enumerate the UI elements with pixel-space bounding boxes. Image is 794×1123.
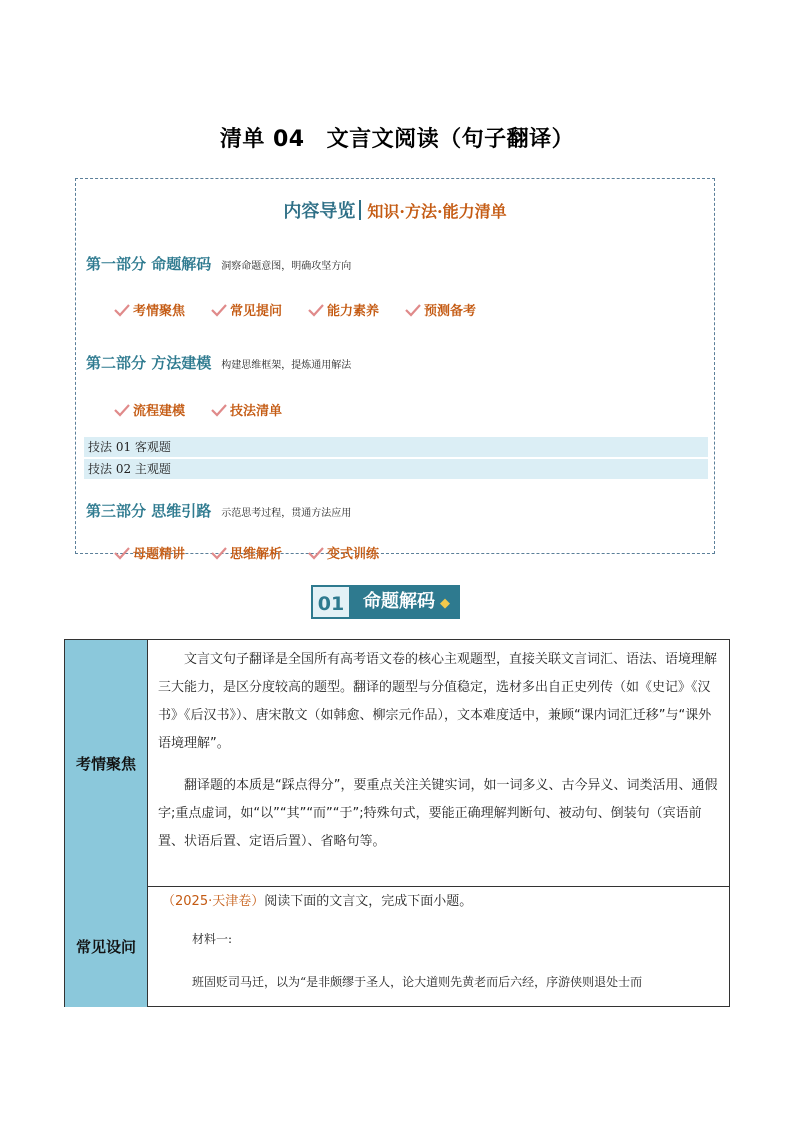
title-number: 清单 04 [219, 127, 305, 152]
part-1-item: 预测备考 [405, 300, 476, 319]
technique-row: 技法 01 客观题 [84, 437, 708, 457]
content-guide-box [75, 178, 715, 562]
part-1-item: 常见提问 [211, 300, 282, 319]
source-tag: （2025·天津卷） [162, 894, 265, 909]
part-2-desc: 构建思维框架，提炼通用解法 [221, 360, 352, 371]
part-1-items [114, 300, 502, 319]
check-mark-icon [308, 304, 324, 316]
check-mark-icon [211, 304, 227, 316]
excerpt-line: 班固贬司马迁，以为“是非颇缪于圣人，论大道则先黄老而后六经，序游侠则退处士而 [192, 975, 643, 989]
part-2-item: 技法清单 [211, 400, 282, 419]
part-3 [86, 500, 351, 521]
part-3-title: 第三部分 思维引路 [86, 502, 212, 520]
check-mark-icon [211, 404, 227, 416]
info-table [64, 639, 730, 1007]
part-3-desc: 示范思考过程，贯通方法应用 [221, 508, 352, 519]
row-content [148, 640, 729, 886]
part-1-item: 能力素养 [308, 300, 379, 319]
guide-heading [76, 197, 714, 223]
table-row [65, 640, 729, 887]
paragraph: 文言文句子翻译是全国所有高考语文卷的核心主观题型，直接关联文言词汇、语法、语境理解三大能力，是区分度较高的题型。翻译的题型与分值稳定，选材多出自正史列传（如《史记》《汉书》《后汉书》）、唐宋散文（如韩愈、柳宗元作品），文本难度适中，兼顾“课内词汇迁移”与“课外语境理解”。 [158, 652, 718, 751]
paragraph: 翻译题的本质是“踩点得分”，要重点关注关键实词，如一词多义、古今异义、词类活用、通假字;重点虚词，如“以”“其”“而”“于”;特殊句式，要能正确理解判断句、被动句、倒装句（宾语前置、状语后置、定语后置）、省略句等。 [158, 778, 718, 849]
part-2-item: 流程建模 [114, 400, 185, 419]
check-mark-icon [114, 547, 130, 559]
row-label: 考情聚焦 [65, 640, 148, 886]
guide-subtitle: 知识·方法·能力清单 [367, 202, 507, 221]
section-badge [311, 585, 460, 619]
part-2-items [114, 400, 308, 419]
part-2 [86, 352, 351, 373]
part-3-items [114, 543, 405, 562]
sparkle-icon: ◆ [440, 596, 450, 611]
guide-title: 内容导览 [283, 201, 356, 222]
row-content [148, 886, 729, 1007]
check-mark-icon [211, 547, 227, 559]
part-3-item: 思维解析 [211, 543, 282, 562]
technique-row: 技法 02 主观题 [84, 459, 708, 479]
title-text: 文言文阅读（句子翻译） [326, 127, 575, 152]
row-label: 常见设问 [65, 886, 148, 1007]
part-3-item: 母题精讲 [114, 543, 185, 562]
part-3-item: 变式训练 [308, 543, 379, 562]
check-mark-icon [114, 304, 130, 316]
section-number: 01 [311, 585, 351, 619]
part-1 [86, 253, 351, 274]
table-row [65, 886, 729, 1007]
part-1-title: 第一部分 命题解码 [86, 255, 212, 273]
question-source [158, 888, 719, 916]
check-mark-icon [308, 547, 324, 559]
source-text: 阅读下面的文言文，完成下面小题。 [264, 894, 473, 909]
check-mark-icon [114, 404, 130, 416]
guide-divider [359, 200, 361, 220]
part-1-item: 考情聚焦 [114, 300, 185, 319]
page-title [0, 122, 794, 153]
part-1-desc: 洞察命题意图，明确攻坚方向 [221, 261, 352, 272]
check-mark-icon [405, 304, 421, 316]
material-label: 材料一: [192, 932, 233, 946]
part-2-title: 第二部分 方法建模 [86, 354, 212, 372]
section-label: 命题解码 ◆ [351, 585, 460, 619]
